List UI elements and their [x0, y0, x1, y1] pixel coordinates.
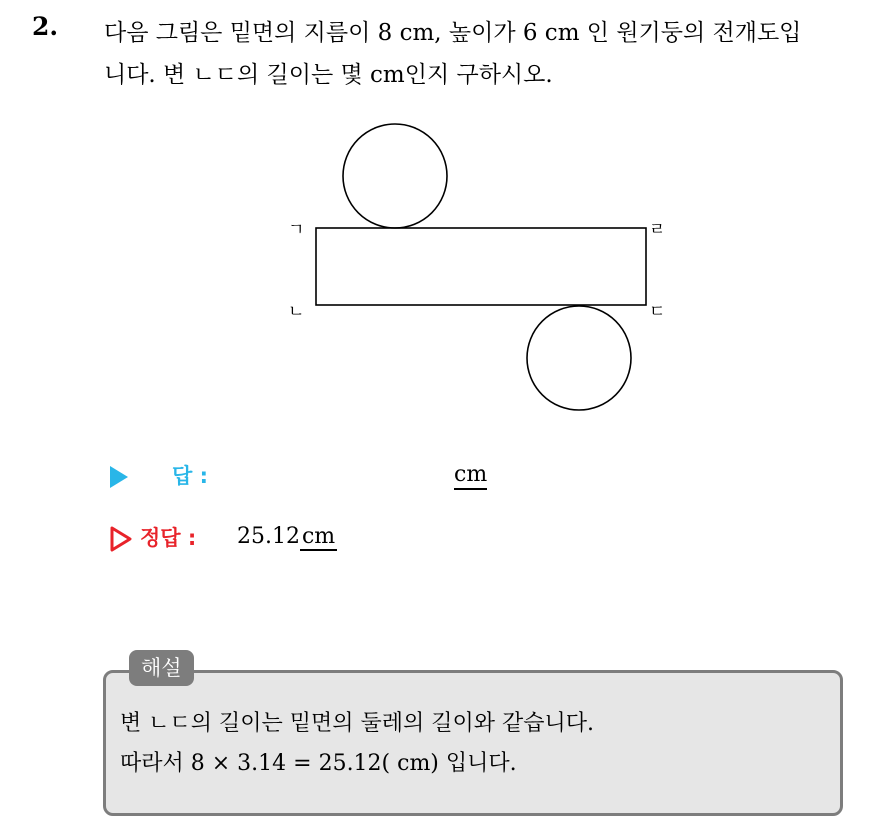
explanation-tab: 해설: [129, 650, 194, 686]
explanation-line-1: 변 ㄴㄷ의 길이는 밑면의 둘레의 길이와 같습니다.: [120, 711, 594, 736]
vertex-label-top-left: ㄱ: [288, 220, 305, 240]
play-outline-icon: [110, 526, 132, 552]
question-text: [104, 12, 874, 96]
explanation-line-2: 따라서 8 × 3.14 = 25.12( cm) 입니다.: [120, 751, 517, 776]
question-text-line-2: 니다. 변 ㄴㄷ의 길이는 몇 cm인지 구하시오.: [104, 62, 553, 88]
vertex-label-bottom-right: ㄷ: [649, 302, 666, 322]
correct-answer-label: 정답 :: [140, 526, 197, 550]
vertex-label-bottom-left: ㄴ: [288, 302, 305, 322]
answer-label: 답 :: [172, 464, 208, 488]
play-icon: [110, 466, 128, 488]
answer-unit: cm: [454, 462, 487, 490]
correct-answer-value: 25.12: [237, 524, 300, 549]
explanation-text: [120, 704, 594, 784]
bottom-base-circle: [527, 306, 631, 410]
correct-answer-row: [110, 522, 530, 558]
answer-row: [110, 460, 530, 494]
top-base-circle: [343, 124, 447, 228]
lateral-face-rectangle: [316, 228, 646, 305]
cylinder-net-figure: [280, 116, 680, 416]
question-text-line-1: 다음 그림은 밑면의 지름이 8 cm, 높이가 6 cm 인 원기둥의 전개도입: [104, 20, 802, 46]
vertex-label-top-right: ㄹ: [649, 220, 666, 240]
correct-answer-value-group: [237, 524, 337, 549]
question-number: 2.: [32, 12, 59, 41]
correct-answer-unit: cm: [301, 524, 336, 549]
